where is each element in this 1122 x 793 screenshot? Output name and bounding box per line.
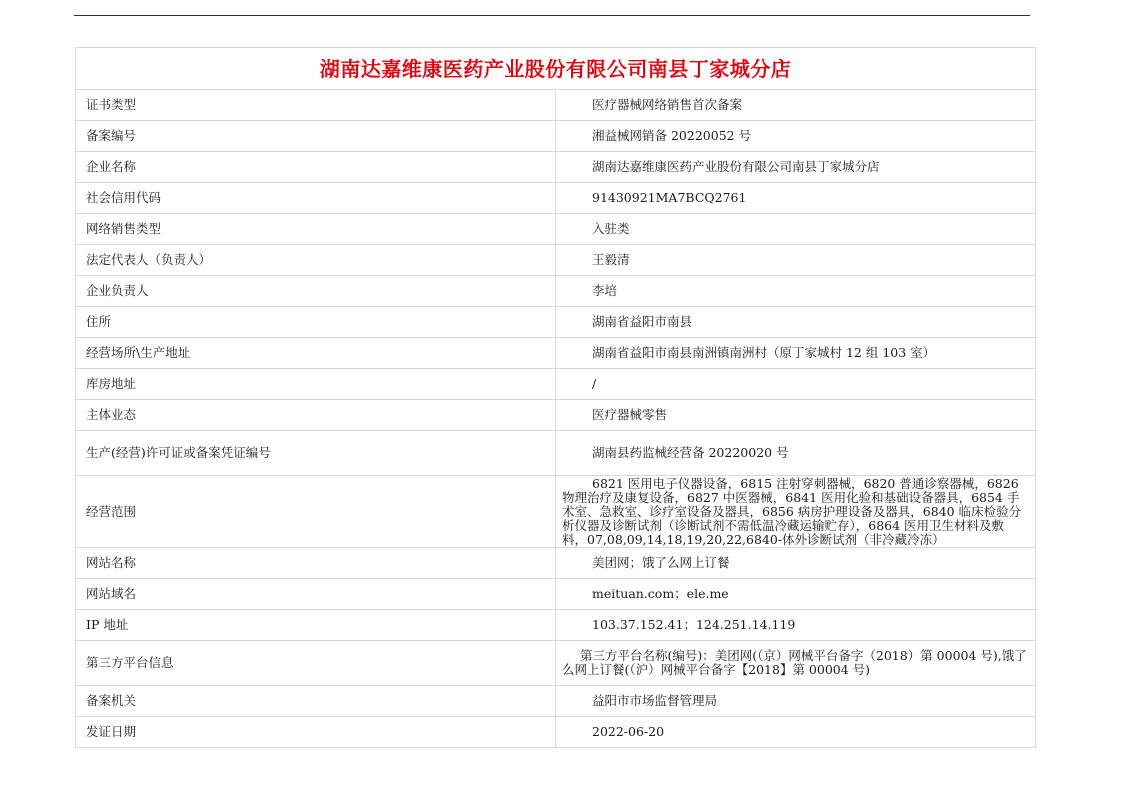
table-row — [76, 152, 1036, 183]
row-value: 湖南县药监械经营备 20220020 号 — [556, 431, 1036, 476]
row-value: 103.37.152.41；124.251.14.119 — [556, 610, 1036, 641]
table-row — [76, 307, 1036, 338]
table-row — [76, 276, 1036, 307]
row-label: 企业负责人 — [76, 276, 556, 307]
row-value: 湘益械网销备 20220052 号 — [556, 121, 1036, 152]
table-row — [76, 579, 1036, 610]
row-label: IP 地址 — [76, 610, 556, 641]
table-row — [76, 338, 1036, 369]
row-label: 经营范围 — [76, 476, 556, 548]
row-label: 网站域名 — [76, 579, 556, 610]
row-label: 法定代表人（负责人） — [76, 245, 556, 276]
row-value: 美团网；饿了么网上订餐 — [556, 548, 1036, 579]
row-label: 网站名称 — [76, 548, 556, 579]
row-value: meituan.com；ele.me — [556, 579, 1036, 610]
table-row — [76, 90, 1036, 121]
row-label: 企业名称 — [76, 152, 556, 183]
row-label: 备案编号 — [76, 121, 556, 152]
header-rule — [74, 15, 1030, 16]
document-title: 湖南达嘉维康医药产业股份有限公司南县丁家城分店 — [76, 48, 1036, 90]
row-value: 6821 医用电子仪器设备，6815 注射穿刺器械，6820 普通诊察器械，6826 物理治疗及康复设备，6827 中医器械，6841 医用化验和基础设备器具，6854 手术室、急救室、诊疗室设备及器具，6856 病房护理设备及器具，6840 临床检验分析仪器及诊断试剂（诊断试剂不需低温冷藏运输贮存），6864 医用卫生材料及敷料，07,08,09,14,18,19,20,22,6840-体外诊断试剂（非冷藏冷冻） — [556, 476, 1036, 548]
table-row — [76, 548, 1036, 579]
row-label: 经营场所\生产地址 — [76, 338, 556, 369]
row-label: 住所 — [76, 307, 556, 338]
row-value: 湖南达嘉维康医药产业股份有限公司南县丁家城分店 — [556, 152, 1036, 183]
table-row — [76, 214, 1036, 245]
row-value: 湖南省益阳市南县南洲镇南洲村（原丁家城村 12 组 103 室） — [556, 338, 1036, 369]
row-value: 益阳市市场监督管理局 — [556, 686, 1036, 717]
table-row — [76, 476, 1036, 548]
row-value: 湖南省益阳市南县 — [556, 307, 1036, 338]
table-row — [76, 245, 1036, 276]
row-value: 王毅清 — [556, 245, 1036, 276]
table-row — [76, 121, 1036, 152]
row-value: 医疗器械网络销售首次备案 — [556, 90, 1036, 121]
row-label: 第三方平台信息 — [76, 641, 556, 686]
row-value: 2022-06-20 — [556, 717, 1036, 748]
table-row — [76, 610, 1036, 641]
row-value: 医疗器械零售 — [556, 400, 1036, 431]
row-label: 发证日期 — [76, 717, 556, 748]
row-label: 备案机关 — [76, 686, 556, 717]
table-row — [76, 717, 1036, 748]
table-row — [76, 641, 1036, 686]
row-label: 库房地址 — [76, 369, 556, 400]
row-value: 李培 — [556, 276, 1036, 307]
table-row — [76, 369, 1036, 400]
row-label: 证书类型 — [76, 90, 556, 121]
record-table — [75, 47, 1036, 748]
table-row — [76, 431, 1036, 476]
row-label: 生产(经营)许可证或备案凭证编号 — [76, 431, 556, 476]
row-label: 主体业态 — [76, 400, 556, 431]
title-row — [76, 48, 1036, 90]
row-value: 第三方平台名称(编号)：美团网(（京）网械平台备字（2018）第 00004 号),饿了么网上订餐(（沪）网械平台备字【2018】第 00004 号) — [556, 641, 1036, 686]
row-label: 社会信用代码 — [76, 183, 556, 214]
table-row — [76, 686, 1036, 717]
table-row — [76, 400, 1036, 431]
row-value: 入驻类 — [556, 214, 1036, 245]
row-value: / — [556, 369, 1036, 400]
row-label: 网络销售类型 — [76, 214, 556, 245]
table-row — [76, 183, 1036, 214]
row-value: 91430921MA7BCQ2761 — [556, 183, 1036, 214]
